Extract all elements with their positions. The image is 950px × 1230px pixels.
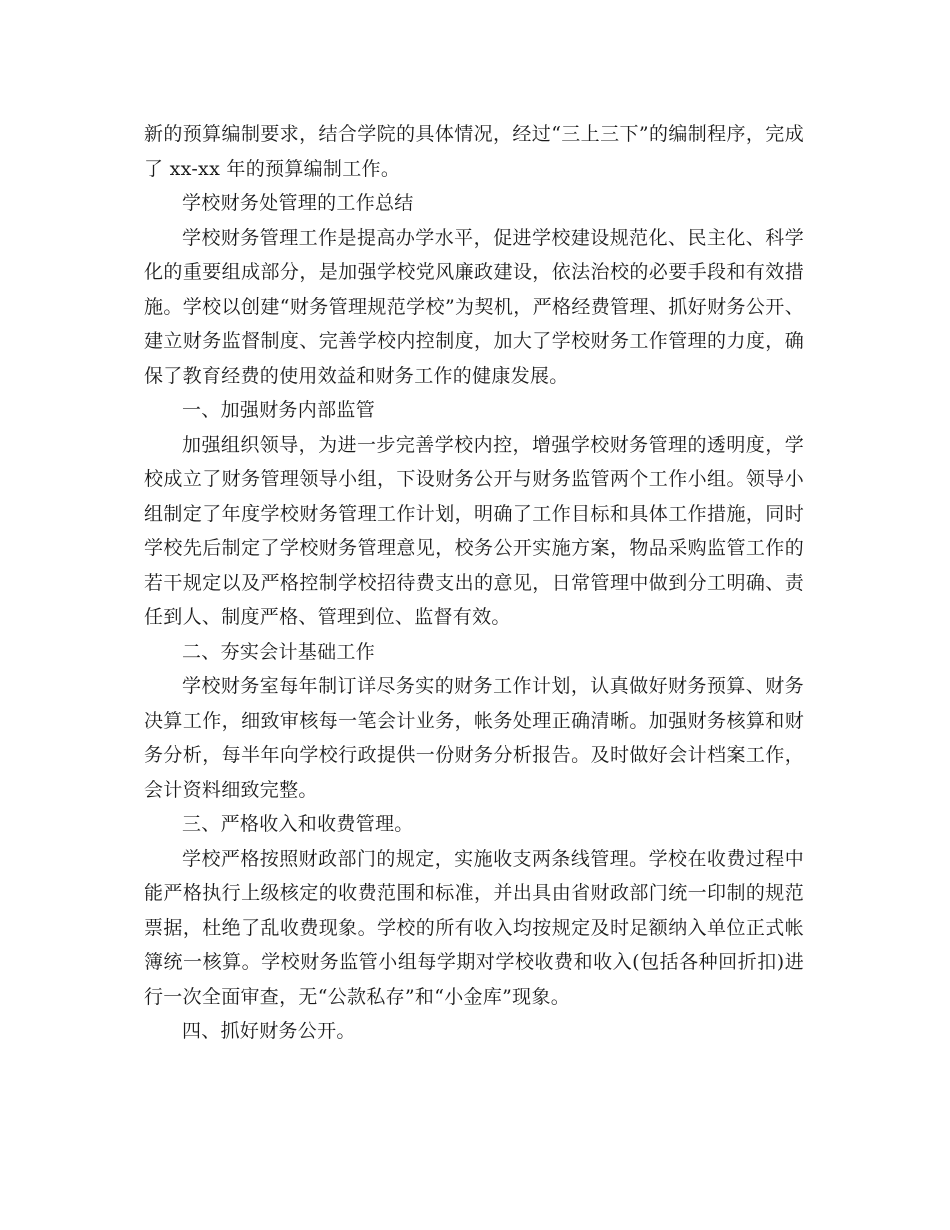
paragraph-section-3: 学校严格按照财政部门的规定，实施收支两条线管理。学校在收费过程中能严格执行上级核定的收费范围和标准，并出具由省财政部门统一印制的规范票据，杜绝了乱收费现象。学校的所有收入均按规定及时足额纳入单位正式帐簿统一核算。学校财务监管小组每学期对学校收费和收入(包括各种回折扣)进行一次全面审查，无“公款私存”和“小金库”现象。 bbox=[144, 847, 804, 1008]
section-heading-4: 四、抓好财务公开。 bbox=[182, 1020, 356, 1042]
paragraph-intro: 学校财务管理工作是提高办学水平，促进学校建设规范化、民主化、科学化的重要组成部分，是加强学校党风廉政建设，依法治校的必要手段和有效措施。学校以创建“财务管理规范学校”为契机，严格经费管理、抓好财务公开、建立财务监督制度、完善学校内控制度，加大了学校财务工作管理的力度，确保了教育经费的使用效益和财务工作的健康发展。 bbox=[144, 226, 804, 387]
paragraph-continuation: 新的预算编制要求，结合学院的具体情况，经过“三上三下”的编制程序，完成了 xx-xx 年的预算编制工作。 bbox=[144, 123, 804, 180]
section-title: 学校财务处管理的工作总结 bbox=[182, 192, 414, 214]
section-heading-2: 二、夯实会计基础工作 bbox=[182, 640, 376, 663]
section-heading-3: 三、严格收入和收费管理。 bbox=[182, 813, 414, 835]
paragraph-section-2: 学校财务室每年制订详尽务实的财务工作计划，认真做好财务预算、财务决算工作，细致审核每一笔会计业务，帐务处理正确清晰。加强财务核算和财务分析，每半年向学校行政提供一份财务分析报告。及时做好会计档案工作，会计资料细致完整。 bbox=[144, 675, 804, 801]
paragraph-section-1: 加强组织领导，为进一步完善学校内控，增强学校财务管理的透明度，学校成立了财务管理领导小组，下设财务公开与财务监管两个工作小组。领导小组制定了年度学校财务管理工作计划，明确了工作目标和具体工作措施，同时学校先后制定了学校财务管理意见，校务公开实施方案，物品采购监管工作的若干规定以及严格控制学校招待费支出的意见，日常管理中做到分工明确、责任到人、制度严格、管理到位、监督有效。 bbox=[144, 433, 804, 628]
section-heading-1: 一、加强财务内部监管 bbox=[182, 399, 376, 421]
document-body bbox=[144, 117, 804, 1049]
